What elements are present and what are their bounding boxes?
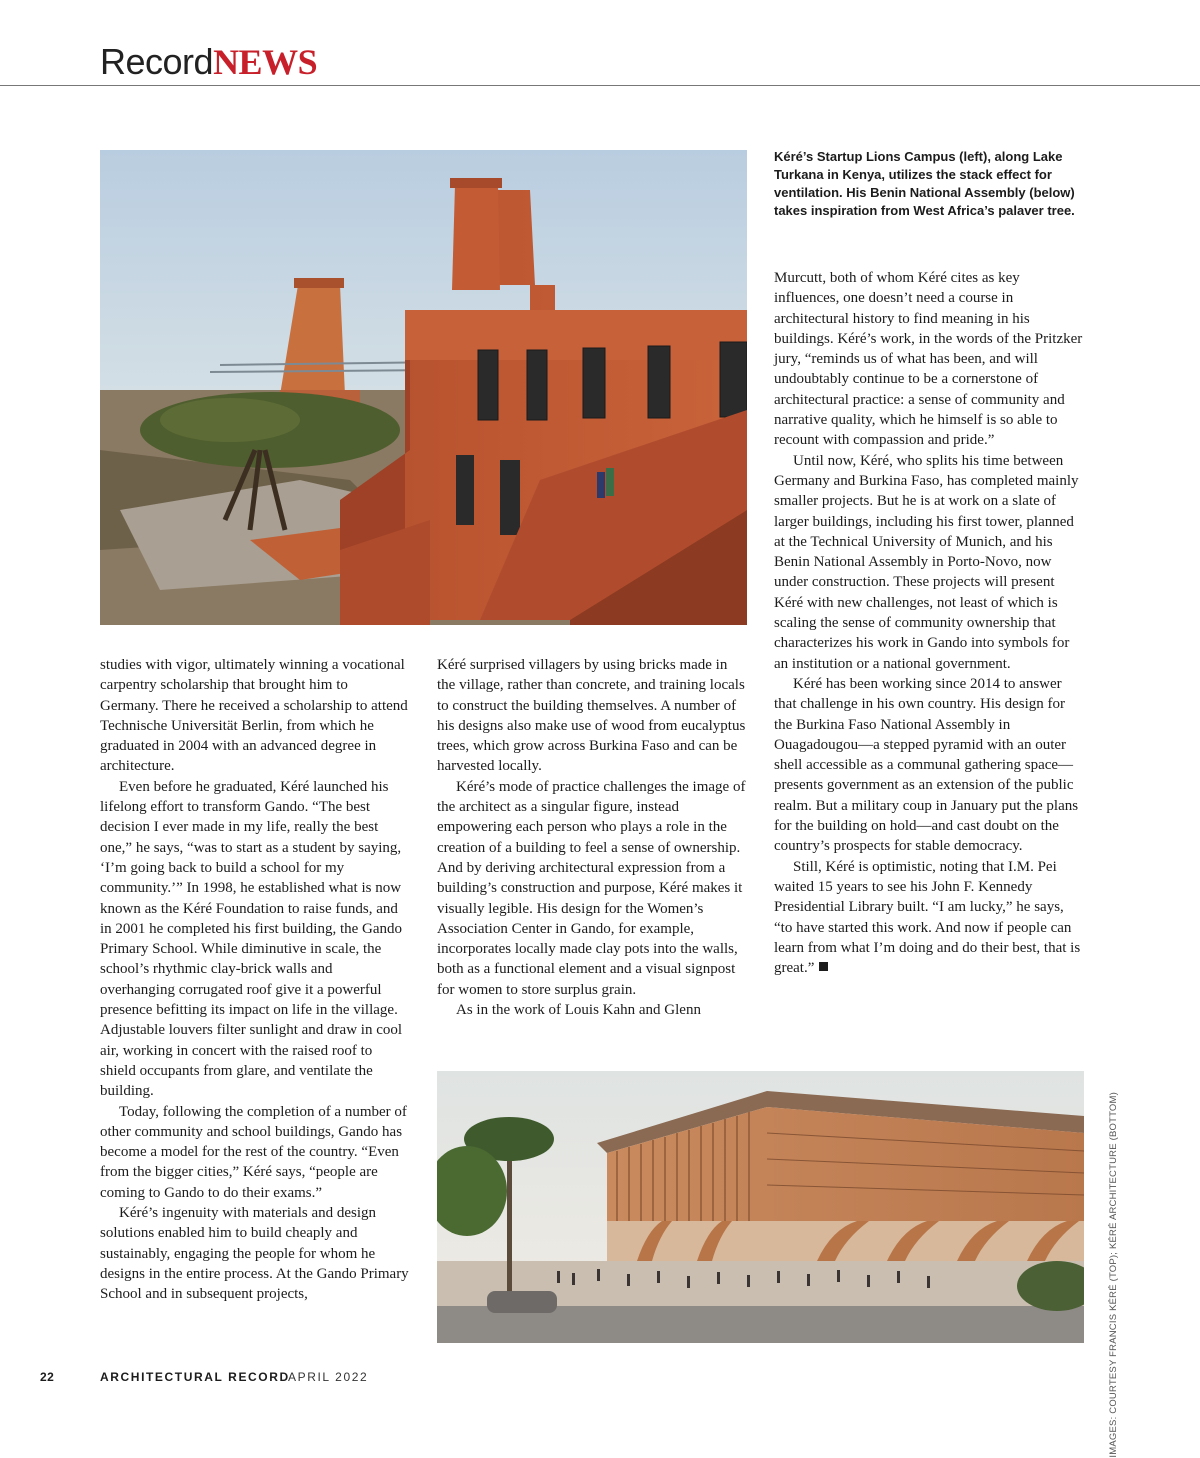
paragraph: Kéré’s mode of practice challenges the image of the architect as a singular figure, instead empowering each person who plays a role in the creation of a building to feel a sense of ownership. And by deriving architectural expression from a building’s construction and purpose, Kéré makes it visually legible. His design for the Women’s Association Center in Gando, for example, incorporates locally made clay pots into the walls, both as a functional element and a visual signpost for women to store surplus grain.	[437, 778, 746, 998]
publication-name: ARCHITECTURAL RECORD	[100, 1370, 290, 1384]
section-title: NEWS	[213, 42, 318, 82]
article-column-1	[100, 655, 410, 1305]
article-column-2	[437, 655, 747, 1020]
issue-date: APRIL 2022	[288, 1370, 369, 1384]
header-rule	[0, 85, 1200, 86]
paragraph: Even before he graduated, Kéré launched his lifelong effort to transform Gando. “The best decision I ever made in my life, really the best one,” he says, “was to start as a student by saying, ‘I’m going back to build a school for my community.’” In 1998, he established what is now known as the Kéré Foundation to raise funds, and in 2001 he completed his first building, the Gando Primary School. While diminutive in scale, the school’s rhythmic clay-brick walls and overhanging corrugated roof give it a powerful presence befitting its impact on life in the village. Adjustable louvers filter sunlight and draw in cool air, working in concert with the raised roof to shield occupants from glare, and ventilate the building.	[100, 778, 403, 1100]
paragraph: Until now, Kéré, who splits his time between Germany and Burkina Faso, has completed mainly smaller projects. But he is at work on a slate of larger buildings, including his first tower, planned at the Technical University of Munich, and his Benin National Assembly in Porto-Novo, now under construction. These projects will present Kéré with new challenges, not least of which is scaling the sense of community ownership that characterizes his work in Gando into symbols for an institution or a national government.	[774, 452, 1079, 672]
paragraph-last	[774, 857, 1084, 979]
paragraph: Kéré has been working since 2014 to answer that challenge in his own country. His design for the Burkina Faso National Assembly in Ouagadougou—a stepped pyramid with an outer shell accessible as a communal gathering space—presents government as an extension of the public realm. But a military coup in January put the plans for the building on hold—and cast doubt on the country’s prospects for stable democracy.	[774, 675, 1079, 855]
section-header	[100, 40, 317, 84]
paragraph: As in the work of Louis Kahn and Glenn	[456, 1002, 701, 1019]
paragraph-text: Still, Kéré is optimistic, noting that I.M. Pei waited 15 years to see his John F. Kennedy Presidential Library built. “I am lucky,” he says, “to have started this work. And now if people can learn from what I’m doing and do their best, that is great.”	[774, 858, 1081, 977]
photo-caption: Kéré’s Startup Lions Campus (left), along Lake Turkana in Kenya, utilizes the stack effect for ventilation. His Benin National Assembly (below) takes inspiration from West Africa’s palaver tree.	[774, 149, 1075, 218]
paragraph: Murcutt, both of whom Kéré cites as key influences, one doesn’t need a course in architectural history to find meaning in his buildings. Kéré’s work, in the words of the Pritzker jury, “reminds us of what has been, and will undoubtably continue to be a cornerstone of architectural practice: a sense of community and narrative quality, which he himself is so able to recount with compassion and pride.”	[774, 270, 1083, 449]
startup-lions-campus-photo	[100, 150, 747, 625]
page-number: 22	[40, 1370, 55, 1384]
article-column-3	[774, 268, 1084, 978]
paragraph: Kéré’s ingenuity with materials and design solutions enabled him to build cheaply and sustainably, engaging the people for whom he designs in the entire process. At the Gando Primary School and in subsequent projects,	[100, 1205, 409, 1303]
end-mark-icon	[819, 962, 828, 971]
paragraph: studies with vigor, ultimately winning a vocational carpentry scholarship that brought him to Germany. There he received a scholarship to attend Technische Universität Berlin, from which he graduated in 2004 with an advanced degree in architecture.	[100, 657, 408, 775]
benin-national-assembly-photo	[437, 1071, 1084, 1343]
section-label: Record	[100, 41, 214, 82]
photo-credit-text: IMAGES: COURTESY FRANCIS KÉRÉ (TOP); KÉRÉ ARCHITECTURE (BOTTOM)	[1108, 1092, 1119, 1458]
paragraph: Kéré surprised villagers by using bricks made in the village, rather than concrete, and training locals to construct the building themselves. A number of his designs also make use of wood from eucalyptus trees, which grow across Burkina Faso and can be harvested locally.	[437, 657, 746, 775]
paragraph: Today, following the completion of a number of other community and school buildings, Gando has become a model for the rest of the country. “Even from the bigger cities,” Kéré says, “people are coming to Gando to do their exams.”	[100, 1103, 407, 1201]
